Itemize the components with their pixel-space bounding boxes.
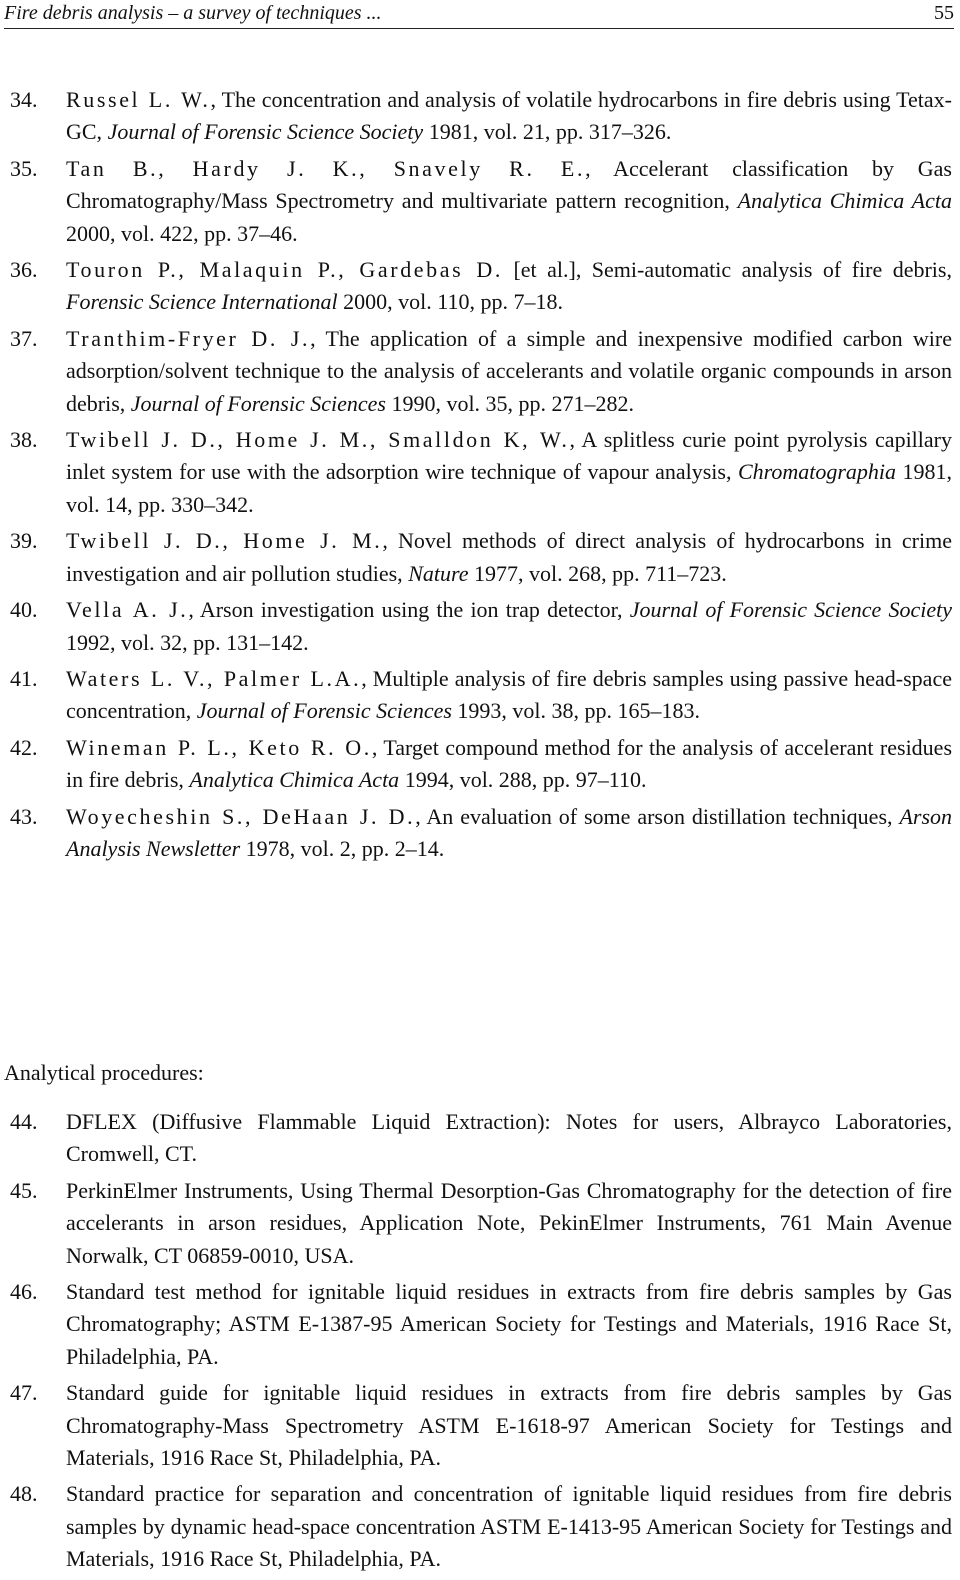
reference-details: 2000, vol. 422, pp. 37–46. (66, 220, 298, 246)
reference-details: 1977, vol. 268, pp. 711–723. (468, 560, 727, 586)
reference-journal: Chromatographia (737, 459, 897, 485)
reference-details: 1978, vol. 2, pp. 2–14. (240, 835, 445, 861)
reference-number: 40. (10, 597, 38, 623)
reference-text: DFLEX (Diffusive Flammable Liquid Extraction): Notes for users, Albrayco Laboratories, Cromwell, CT. (66, 1109, 952, 1167)
reference-list (0, 84, 960, 869)
reference-number: 47. (10, 1380, 38, 1406)
reference-details: 1981, vol. 21, pp. 317–326. (423, 119, 672, 145)
running-header (4, 0, 954, 29)
procedure-entry (0, 1106, 960, 1171)
reference-entry (0, 732, 960, 797)
reference-number: 37. (10, 325, 38, 351)
reference-details: 1994, vol. 288, pp. 97–110. (399, 767, 647, 793)
reference-text: , Novel methods of direct analysis of hydrocarbons in crime investigation and air pollution studies, (66, 528, 952, 586)
reference-text: Standard test method for ignitable liquid residues in extracts from fire debris samples by Gas Chromatography; ASTM E-1387-95 American Society for Testings and Materials, 1916 Race St, Philadelphia, PA. (66, 1279, 952, 1369)
reference-number: 43. (10, 803, 38, 829)
reference-journal: Analytica Chimica Acta (189, 767, 400, 793)
running-title: Fire debris analysis – a survey of techniques ... (4, 2, 382, 24)
reference-text: , Arson investigation using the ion trap detector, (188, 597, 630, 623)
reference-entry (0, 323, 960, 420)
reference-details: 2000, vol. 110, pp. 7–18. (337, 289, 563, 315)
reference-text: , Accelerant classification by Gas Chromatography/Mass Spectrometry and multivariate pattern recognition, (66, 155, 952, 214)
reference-text: Standard guide for ignitable liquid residues in extracts from fire debris samples by Gas Chromatography-Mass Spectrometry ASTM E-1618-97 American Society for Testings and Materials, 1916 Race St, Philadelphia, PA. (66, 1380, 952, 1471)
reference-journal: Analytica Chimica Acta (737, 188, 952, 214)
reference-authors: Vella A. J. (66, 597, 189, 623)
reference-text: PerkinElmer Instruments, Using Thermal Desorption-Gas Chromatography for the detection of fire accelerants in arson residues, Application Note, PekinElmer Instruments, 761 Main Avenue Norwalk, CT 06859-0010, USA. (66, 1177, 952, 1268)
reference-authors: Woyecheshin S., DeHaan J. D. (66, 803, 416, 829)
reference-number: 38. (10, 427, 38, 453)
reference-number: 42. (10, 734, 38, 760)
reference-details: 1990, vol. 35, pp. 271–282. (385, 390, 635, 416)
reference-entry (0, 424, 960, 521)
reference-details: 1992, vol. 32, pp. 131–142. (66, 629, 309, 655)
procedure-entry (0, 1175, 960, 1272)
reference-entry (0, 663, 960, 728)
reference-authors: Touron P., Malaquin P., Gardebas D. (66, 257, 503, 283)
reference-authors: Waters L. V., Palmer L.A. (66, 665, 362, 691)
reference-number: 45. (10, 1177, 38, 1203)
procedures-list (0, 1106, 960, 1580)
reference-authors: Tan B., Hardy J. K., Snavely R. E. (66, 155, 586, 181)
reference-entry (0, 801, 960, 866)
reference-entry (0, 153, 960, 250)
reference-text: , The application of a simple and inexpensive modified carbon wire adsorption/solvent technique to the analysis of accelerants and volatile organic compounds in arson debris, (66, 325, 952, 416)
reference-text: Standard practice for separation and concentration of ignitable liquid residues from fire debris samples by dynamic head-space concentration ASTM E-1413-95 American Society for Testings and Materials, 1916 Race St, Philadelphia, PA. (66, 1481, 952, 1572)
reference-number: 41. (10, 665, 38, 691)
section-heading: Analytical procedures: (4, 1060, 204, 1085)
reference-journal: Nature (408, 560, 469, 586)
reference-entry (0, 254, 960, 319)
reference-details: 1981, vol. 14, pp. 330–342. (66, 459, 953, 517)
reference-journal: Journal of Forensic Sciences (130, 390, 386, 416)
reference-number: 36. (10, 257, 38, 283)
reference-number: 44. (10, 1109, 38, 1134)
reference-journal: Arson Analysis Newsletter (66, 803, 952, 861)
reference-text: , Multiple analysis of fire debris samples using passive head-space concentration, (66, 665, 952, 724)
reference-text: , A splitless curie point pyrolysis capillary inlet system for use with the adsorption wire technique of vapour analysis, (66, 427, 952, 485)
reference-text: , The concentration and analysis of volatile hydrocarbons in fire debris using Tetax-GC, (66, 87, 952, 145)
reference-text: , An evaluation of some arson distillation techniques, (415, 803, 900, 829)
reference-journal: Journal of Forensic Science Society (629, 597, 952, 623)
reference-text: , Target compound method for the analysis of accelerant residues in fire debris, (66, 734, 953, 793)
procedure-entry (0, 1478, 960, 1575)
reference-authors: Twibell J. D., Home J. M. (66, 528, 383, 554)
reference-number: 35. (10, 155, 38, 181)
reference-journal: Journal of Forensic Science Society (107, 119, 424, 145)
reference-entry (0, 525, 960, 590)
reference-entry (0, 594, 960, 659)
reference-journal: Journal of Forensic Sciences (196, 698, 452, 724)
reference-authors: Tranthim-Fryer D. J. (66, 325, 311, 351)
reference-number: 39. (10, 528, 38, 554)
reference-number: 34. (10, 87, 38, 112)
reference-details: 1993, vol. 38, pp. 165–183. (451, 698, 701, 724)
reference-authors: Wineman P. L., Keto R. O. (66, 734, 372, 760)
reference-journal: Forensic Science International (66, 289, 338, 315)
reference-authors: Twibell J. D., Home J. M., Smalldon K, W. (66, 427, 570, 453)
page-number: 55 (934, 2, 954, 24)
procedure-entry (0, 1377, 960, 1474)
procedure-entry (0, 1276, 960, 1373)
reference-number: 48. (10, 1481, 38, 1507)
reference-text: [et al.], Semi-automatic analysis of fire debris, (502, 257, 952, 283)
reference-number: 46. (10, 1279, 38, 1305)
reference-authors: Russel L. W. (66, 87, 211, 112)
reference-entry (0, 84, 960, 149)
